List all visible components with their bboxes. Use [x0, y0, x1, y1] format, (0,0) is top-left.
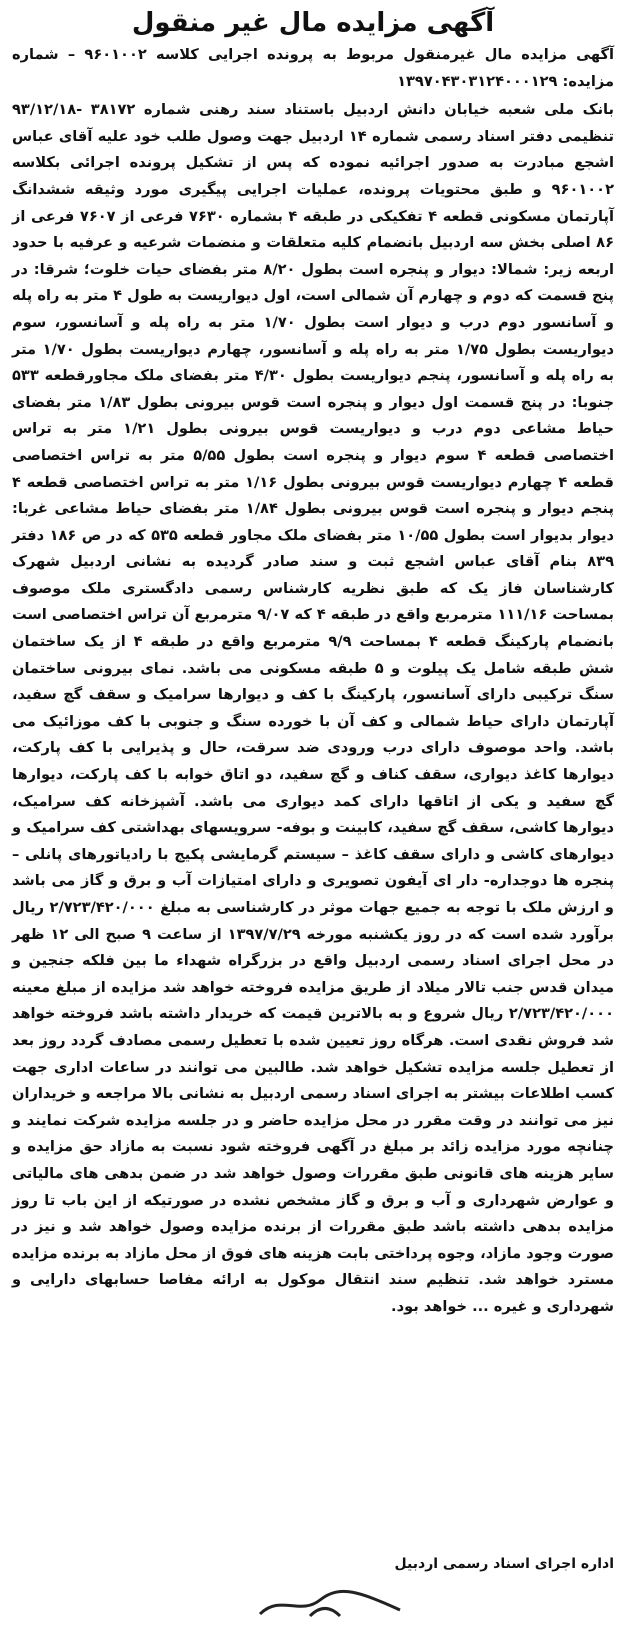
notice-title: آگهی مزایده مال غیر منقول	[131, 8, 495, 38]
notice-intro: آگهی مزایده مال غیرمنقول مربوط به پرونده اجرایی کلاسه ۹۶۰۱۰۰۲ – شماره مزایده: ۱۳۹۷۰۴۳۰۳۱۲۴۰۰۰۱۲۹	[12, 46, 614, 90]
notice-body: بانک ملی شعبه خیابان دانش اردبیل باستناد سند رهنی شماره ۳۸۱۷۲ -۹۳/۱۲/۱۸ تنظیمی دفتر اسناد رسمی شماره ۱۴ اردبیل جهت وصول طلب خود علیه آقای عباس اشجع مبادرت به صدور اجرائیه نموده که پس از تشکیل پرونده اجرائی بکلاسه ۹۶۰۱۰۰۲ و طبق محتویات پرونده، عملیات اجرایی پیگیری مورد وثیقه ششدانگ آپارتمان مسکونی قطعه ۴ تفکیکی در طبقه ۴ بشماره ۷۶۳۰ فرعی از ۷۶۰۷ فرعی از ۸۶ اصلی بخش سه اردبیل بانضمام کلیه متعلقات و منضمات شرعیه و عرفیه با حدود اربعه زیر: شمالا: دیوار و پنجره است بطول ۸/۲۰ متر بفضای حیات خلوت؛ شرقا: در پنج قسمت که دوم و چهارم آن شمالی است، اول دیواریست به طول ۴ متر به راه پله و آسانسور دوم درب و دیوار است بطول ۱/۷۰ متر به راه پله و آسانسور، سوم دیواریست بطول ۱/۷۵ متر به راه پله و آسانسور، چهارم دیواریست بطول ۱/۷۰ متر به راه پله و آسانسور، پنجم دیواریست بطول ۴/۳۰ متر بفضای ملک مجاورقطعه ۵۳۳ جنوبا: در پنج قسمت اول دیوار و پنجره است قوس بیرونی بطول ۱/۸۳ متر بفضای حیاط مشاعی دوم درب و دیواریست قوس بیرونی بطول ۱/۲۱ متر به تراس اختصاصی قطعه ۴ سوم دیوار و پنجره است بطول ۵/۵۵ متر به تراس اختصاصی قطعه ۴ چهارم دیواریست قوس بیرونی بطول ۱/۱۶ متر به تراس اختصاصی قطعه ۴ پنجم دیوار و پنجره است قوس بیرونی بطول ۱/۸۴ متر بفضای حیاط مشاعی غربا: دیوار بدیوار است بطول ۱۰/۵۵ متر بفضای ملک مجاور قطعه ۵۳۵ که در ص ۱۸۶ دفتر ۸۳۹ بنام آقای عباس اشجع ثبت و سند صادر گردیده به نشانی اردبیل شهرک کارشناسان فاز یک که طبق نظریه کارشناس رسمی دادگستری ملک موصوف بمساحت ۱۱۱/۱۶ مترمربع واقع در طبقه ۴ که ۹/۰۷ مترمربع آن تراس اختصاصی است بانضمام پارکینگ قطعه ۴ بمساحت ۹/۹ مترمربع واقع در طبقه ۴ از یک ساختمان شش طبقه شامل یک پیلوت و ۵ طبقه مسکونی می باشد. نمای بیرونی ساختمان سنگ ترکیبی دارای آسانسور، پارکینگ با کف و دیوارها سرامیک و سقف گچ سفید، آپارتمان دارای حیاط شمالی و کف آن با خورده سنگ و جنوبی با کف موزائیک می باشد. واحد موصوف دارای درب ورودی ضد سرقت، حال و پذیرایی با کف پارکت، دیوارها کاغذ دیواری، سقف کناف و گچ سفید، دو اتاق خوابه با کف پارکت، دیوارها گچ سفید و یکی از اتاقها دارای کمد دیواری می باشد. آشپزخانه کف سرامیک، دیوارها کاشی، سقف گچ سفید، کابینت و بوفه- سرویسهای بهداشتی کف سرامیک و دیوارهای کاشی و دارای سقف کاغذ – سیستم گرمایشی پکیج با رادیاتورهای پانلی – پنجره ها دوجداره- دار ای آیفون تصویری و دارای امتیازات آب و برق و گاز می باشد و ارزش ملک با توجه به جمیع جهات موثر در کارشناسی به مبلغ ۲/۷۲۳/۴۲۰/۰۰۰ ریال برآورد شده است که در روز یکشنبه مورخه ۱۳۹۷/۷/۲۹ از ساعت ۹ صبح الی ۱۲ ظهر در محل اجرای اسناد رسمی اردبیل واقع در بزرگراه شهداء ما بین فلکه جنجین و میدان قدس جنب تالار میلاد از طریق مزایده فروخته خواهد شد مزایده از مبلغ معینه ۲/۷۲۳/۴۲۰/۰۰۰ ریال شروع و به بالاترین قیمت که خریدار داشته باشد فروخته خواهد شد فروش نقدی است. هرگاه روز تعیین شده با تعطیل رسمی مصادف گردد روز بعد از تعطیل جلسه مزایده تشکیل خواهد شد. طالبین می توانند در ساعات اداری جهت کسب اطلاعات بیشتر به اجرای اسناد رسمی اردبیل به نشانی بالا مراجعه و خریداران نیز می توانند در وقت مقرر در محل مزایده حاضر و در جلسه مزایده شرکت نمایند و چنانچه مورد مزایده زائد بر مبلغ در آگهی فروخته شود نسبت به مازاد حق مزایده و سایر هزینه های قانونی طبق مقررات وصول خواهد شد در ضمن بدهی های مالیاتی و عوارض شهرداری و آب و برق و گاز مشخص نشده در صورتیکه از این باب تا روز مزایده بدهی داشته باشد طبق مقررات از برنده مزایده وصول خواهد شد و نیز در صورت وجود مازاد، وجوه پرداختی بابت هزینه های فوق از محل مازاد به برنده مزایده مسترد خواهد شد. تنظیم سند انتقال موکول به ارائه مفاصا حسابهای دارایی و شهرداری و غیره ... خواهد بود.	[12, 101, 615, 1315]
handwritten-signature	[250, 1586, 410, 1622]
signature-line: اداره اجرای اسناد رسمی اردبیل	[394, 1556, 614, 1572]
